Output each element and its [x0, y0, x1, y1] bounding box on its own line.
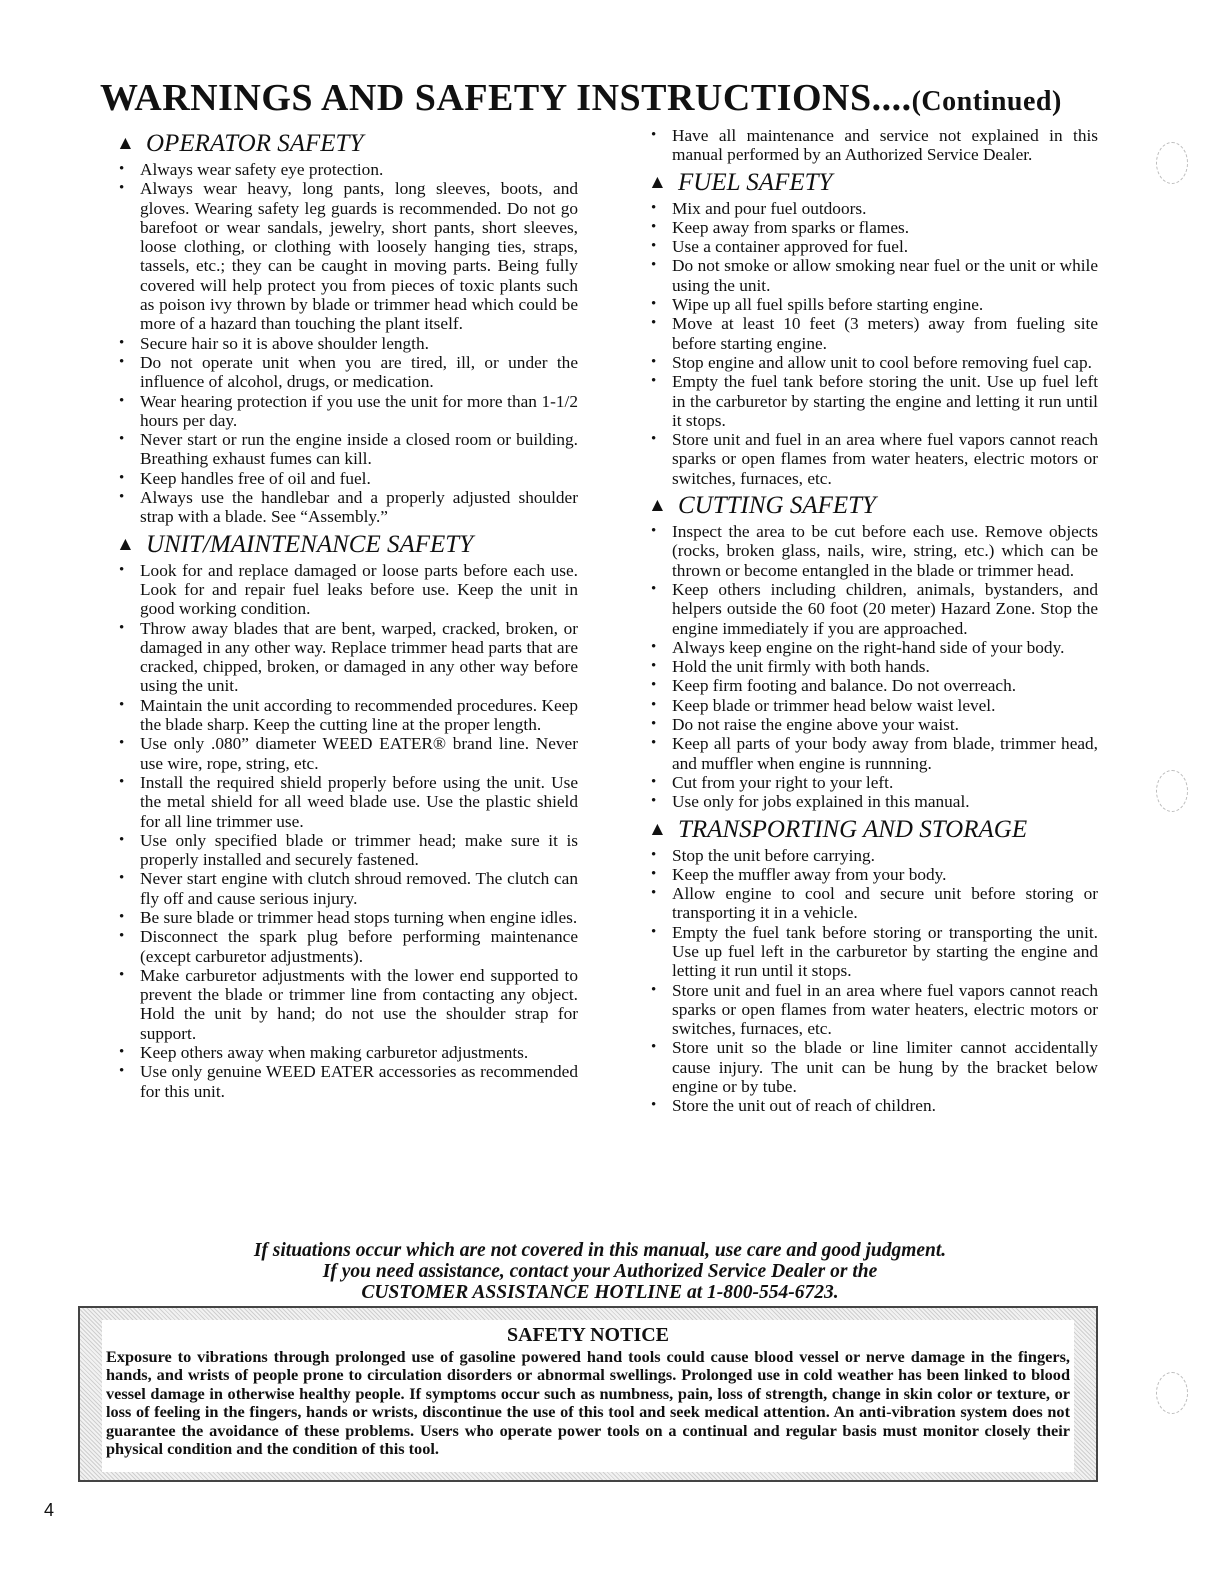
list-item: • Do not raise the engine above your waist. [648, 715, 1098, 734]
list-item: • Keep firm footing and balance. Do not overreach. [648, 676, 1098, 695]
list-item: • Do not operate unit when you are tired, ill, or under the influence of alcohol, drugs, or medication. [116, 353, 578, 392]
punch-hole-mark [1156, 142, 1188, 184]
transporting-storage-list [648, 846, 1098, 1116]
list-item: • Use a container approved for fuel. [648, 237, 1098, 256]
list-item: • Throw away blades that are bent, warped, cracked, broken, or damaged in any other way. Replace trimmer head parts that are cracked, chipped, broken, or damaged in any other way before using the unit. [116, 619, 578, 696]
punch-hole-mark [1156, 1372, 1188, 1414]
closing-line-2: If you need assistance, contact your Authorized Service Dealer or the [322, 1261, 878, 1282]
list-item: • Empty the fuel tank before storing the unit. Use up fuel left in the carburetor by starting the engine and letting it run until it stops. [648, 372, 1098, 430]
list-item: • Always use the handlebar and a properly adjusted shoulder strap with a blade. See “Assembly.” [116, 488, 578, 527]
fuel-safety-list [648, 199, 1098, 488]
list-item: • Always wear heavy, long pants, long sleeves, boots, and gloves. Wearing safety leg guards is recommended. Do not go barefoot or wear sandals, jewelry, short pants, short sleeves, loose clothing, or clothing with loosely hanging ties, straps, tassels, etc.; they can be caught in moving parts. Being fully covered will help protect you from pieces of toxic plants such as poison ivy thrown by blade or trimmer head which could be more of a hazard than touching the plant itself. [116, 179, 578, 333]
warning-triangle-icon: ▲ [116, 533, 135, 555]
list-item: • Always keep engine on the right-hand side of your body. [648, 638, 1098, 657]
list-item: • Use only for jobs explained in this manual. [648, 792, 1098, 811]
list-item: • Use only specified blade or trimmer head; make sure it is properly installed and securely fastened. [116, 831, 578, 870]
list-item: • Store unit so the blade or line limiter cannot accidentally cause injury. The unit can be hung by the bracket below engine or by tube. [648, 1038, 1098, 1096]
closing-line-1: If situations occur which are not covered in this manual, use care and good judgment. [253, 1240, 947, 1261]
list-item: • Have all maintenance and service not explained in this manual performed by an Authorized Service Dealer. [648, 126, 1098, 165]
list-item: • Store unit and fuel in an area where fuel vapors cannot reach sparks or open flames from water heaters, electric motors or switches, furnaces, etc. [648, 981, 1098, 1039]
safety-notice-title: SAFETY NOTICE [506, 1324, 670, 1346]
list-item: • Use only genuine WEED EATER accessories as recommended for this unit. [116, 1062, 578, 1101]
punch-hole-mark [1156, 770, 1188, 812]
safety-notice-box [78, 1306, 1098, 1482]
list-item: • Keep away from sparks or flames. [648, 218, 1098, 237]
warning-triangle-icon: ▲ [648, 495, 667, 517]
list-item: • Empty the fuel tank before storing or transporting the unit. Use up fuel left in the carburetor by starting the engine and letting it run until it stops. [648, 923, 1098, 981]
list-item: • Stop the unit before carrying. [648, 846, 1098, 865]
unit-maintenance-safety-heading: ▲ UNIT/MAINTENANCE SAFETY [116, 530, 474, 558]
page-title: WARNINGS AND SAFETY INSTRUCTIONS....(Continued) [100, 77, 1062, 119]
service-list [648, 126, 1098, 165]
list-item: • Disconnect the spark plug before performing maintenance (except carburetor adjustments). [116, 927, 578, 966]
list-item: • Move at least 10 feet (3 meters) away from fueling site before starting engine. [648, 314, 1098, 353]
list-item: • Keep others including children, animals, bystanders, and helpers outside the 60 foot (20 meter) Hazard Zone. Stop the engine immediately if you are approached. [648, 580, 1098, 638]
list-item: • Wipe up all fuel spills before starting engine. [648, 295, 1098, 314]
warning-triangle-icon: ▲ [648, 818, 667, 840]
left-column [116, 126, 578, 1101]
list-item: • Cut from your right to your left. [648, 773, 1098, 792]
list-item: • Never start engine with clutch shroud removed. The clutch can fly off and cause serious injury. [116, 869, 578, 908]
fuel-safety-heading: ▲ FUEL SAFETY [648, 168, 833, 196]
list-item: • Wear hearing protection if you use the unit for more than 1-1/2 hours per day. [116, 392, 578, 431]
list-item: • Look for and replace damaged or loose parts before each use. Look for and repair fuel leaks before use. Keep the unit in good working condition. [116, 561, 578, 619]
safety-notice-text: Exposure to vibrations through prolonged use of gasoline powered hand tools could cause blood vessel or nerve damage in the fingers, hands, and wrists of people prone to circulation disorders or abnormal swellings. Prolonged use in cold weather has been linked to blood vessel damage in otherwise healthy people. If symptoms occur such as numbness, pain, loss of strength, change in skin color or texture, or loss of feeling in the fingers, hands or wrists, discontinue the use of this tool and seek medical attention. An anti-vibration system does not guarantee the avoidance of these problems. Users who operate power tools on a continual and regular basis must monitor closely their physical condition and the condition of this tool. [106, 1347, 1070, 1459]
list-item: • Keep others away when making carburetor adjustments. [116, 1043, 578, 1062]
list-item: • Secure hair so it is above shoulder length. [116, 334, 578, 353]
list-item: • Stop engine and allow unit to cool before removing fuel cap. [648, 353, 1098, 372]
warning-triangle-icon: ▲ [648, 171, 667, 193]
continued-label: (Continued) [911, 86, 1062, 117]
transporting-storage-heading: ▲ TRANSPORTING AND STORAGE [648, 815, 1028, 843]
list-item: • Hold the unit firmly with both hands. [648, 657, 1098, 676]
safety-notice-content [102, 1320, 1074, 1472]
unit-maintenance-safety-list [116, 561, 578, 1101]
cutting-safety-list [648, 522, 1098, 811]
list-item: • Always wear safety eye protection. [116, 160, 578, 179]
list-item: • Inspect the area to be cut before each use. Remove objects (rocks, broken glass, nails, wire, string, etc.) which can be thrown or become entangled in the blade or trimmer head. [648, 522, 1098, 580]
list-item: • Make carburetor adjustments with the lower end supported to prevent the blade or trimmer line from contacting any object. Hold the unit by hand; do not use the shoulder strap for support. [116, 966, 578, 1043]
list-item: • Never start or run the engine inside a closed room or building. Breathing exhaust fumes can kill. [116, 430, 578, 469]
list-item: • Be sure blade or trimmer head stops turning when engine idles. [116, 908, 578, 927]
list-item: • Maintain the unit according to recommended procedures. Keep the blade sharp. Keep the cutting line at the proper length. [116, 696, 578, 735]
page-number: 4 [44, 1500, 55, 1520]
list-item: • Keep the muffler away from your body. [648, 865, 1098, 884]
right-column [648, 126, 1098, 1116]
list-item: • Store the unit out of reach of children. [648, 1096, 1098, 1115]
list-item: • Keep all parts of your body away from blade, trimmer head, and muffler when engine is runnning. [648, 734, 1098, 773]
closing-line-3: CUSTOMER ASSISTANCE HOTLINE at 1-800-554-6723. [361, 1282, 839, 1303]
list-item: • Keep blade or trimmer head below waist level. [648, 696, 1098, 715]
list-item: • Allow engine to cool and secure unit before storing or transporting it in a vehicle. [648, 884, 1098, 923]
list-item: • Use only .080” diameter WEED EATER® brand line. Never use wire, rope, string, etc. [116, 734, 578, 773]
operator-safety-list [116, 160, 578, 527]
list-item: • Mix and pour fuel outdoors. [648, 199, 1098, 218]
closing-statement [150, 1240, 1050, 1303]
list-item: • Keep handles free of oil and fuel. [116, 469, 578, 488]
cutting-safety-heading: ▲ CUTTING SAFETY [648, 492, 876, 520]
list-item: • Install the required shield properly before using the unit. Use the metal shield for all weed blade use. Use the plastic shield for all line trimmer use. [116, 773, 578, 831]
operator-safety-heading: ▲ OPERATOR SAFETY [116, 130, 364, 157]
list-item: • Store unit and fuel in an area where fuel vapors cannot reach sparks or open flames from water heaters, electric motors or switches, furnaces, etc. [648, 430, 1098, 488]
list-item: • Do not smoke or allow smoking near fuel or the unit or while using the unit. [648, 256, 1098, 295]
warning-triangle-icon: ▲ [116, 133, 135, 154]
